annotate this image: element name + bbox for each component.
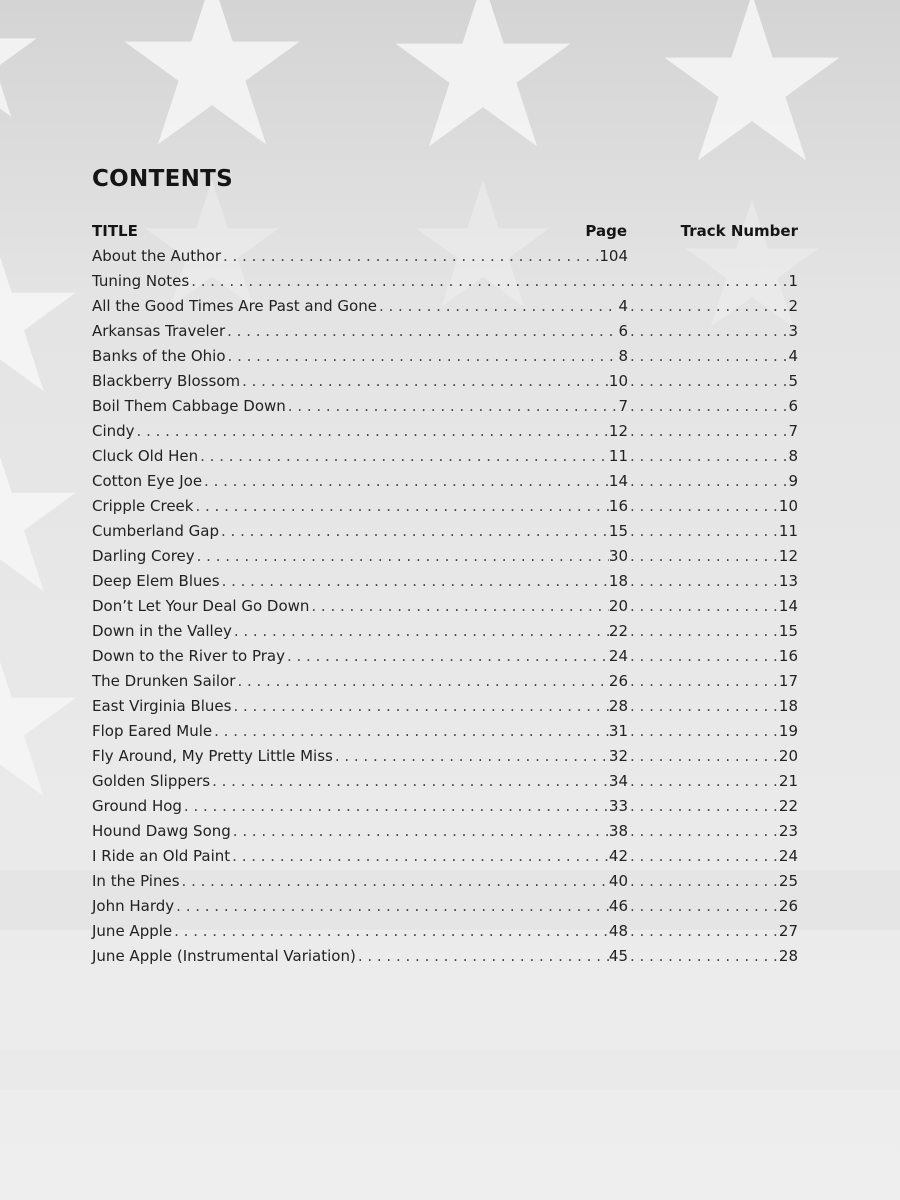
entry-track: 13 [778, 572, 798, 590]
toc-entry [92, 394, 798, 419]
toc-entry [92, 619, 798, 644]
dot-leader [628, 544, 779, 569]
toc-entry [92, 744, 798, 769]
entry-page: 24 [608, 647, 628, 665]
toc-entry [92, 494, 798, 519]
entry-title: Boil Them Cabbage Down [92, 397, 286, 415]
entry-page: 4 [618, 297, 628, 315]
entry-title: In the Pines [92, 872, 180, 890]
dot-leader [309, 594, 609, 619]
toc-entry [92, 544, 798, 569]
dot-leader [195, 544, 609, 569]
entry-page: 34 [608, 772, 628, 790]
entry-track: 21 [778, 772, 798, 790]
entry-title: Down in the Valley [92, 622, 232, 640]
dot-leader [628, 694, 779, 719]
dot-leader [628, 844, 779, 869]
entry-title: Down to the River to Pray [92, 647, 285, 665]
entry-title: East Virginia Blues [92, 697, 232, 715]
entry-track: 7 [788, 422, 798, 440]
entry-page: 14 [608, 472, 628, 490]
dot-leader [628, 369, 788, 394]
dot-leader [628, 744, 779, 769]
entry-page: 48 [608, 922, 628, 940]
toc-entry [92, 594, 798, 619]
entry-page: 12 [608, 422, 628, 440]
dot-leader [628, 519, 779, 544]
toc-entry [92, 719, 798, 744]
track-column-header: Track Number [680, 222, 798, 240]
entry-title: Golden Slippers [92, 772, 211, 790]
dot-leader [628, 469, 788, 494]
entry-title: All the Good Times Are Past and Gone [92, 297, 377, 315]
entry-track: 8 [788, 447, 798, 465]
dot-leader [210, 769, 609, 794]
entry-page: 11 [608, 447, 628, 465]
entry-title: Don’t Let Your Deal Go Down [92, 597, 310, 615]
entry-page: 8 [618, 347, 628, 365]
dot-leader [202, 469, 609, 494]
entry-track: 26 [778, 897, 798, 915]
dot-leader [628, 619, 779, 644]
toc-entry [92, 894, 798, 919]
entry-track: 2 [788, 297, 798, 315]
entry-title: June Apple [92, 922, 173, 940]
dot-leader [226, 344, 619, 369]
title-column-header: TITLE [92, 222, 138, 240]
dot-leader [230, 844, 609, 869]
entry-track: 23 [778, 822, 798, 840]
entry-page: 16 [608, 497, 628, 515]
page-column-header: Page [585, 222, 627, 240]
toc-entry [92, 769, 798, 794]
entry-track: 22 [778, 797, 798, 815]
entry-page: 32 [608, 747, 628, 765]
entry-track: 17 [778, 672, 798, 690]
dot-leader [628, 894, 779, 919]
entry-track: 19 [778, 722, 798, 740]
dot-leader [231, 819, 609, 844]
entry-page: 7 [618, 397, 628, 415]
toc-entry [92, 319, 798, 344]
dot-leader [189, 269, 628, 294]
entry-page: 38 [608, 822, 628, 840]
dot-leader [212, 719, 609, 744]
toc-entry [92, 869, 798, 894]
entry-track: 3 [788, 322, 798, 340]
entry-page: 30 [608, 547, 628, 565]
dot-leader [193, 494, 608, 519]
entry-title: I Ride an Old Paint [92, 847, 231, 865]
entry-page: 46 [608, 897, 628, 915]
dot-leader [225, 319, 618, 344]
dot-leader [232, 619, 609, 644]
toc-entry [92, 669, 798, 694]
entry-title: Darling Corey [92, 547, 195, 565]
dot-leader [219, 519, 609, 544]
entry-page: 45 [608, 947, 628, 965]
dot-leader [377, 294, 618, 319]
dot-leader [628, 719, 779, 744]
dot-leader [235, 669, 608, 694]
dot-leader [286, 394, 619, 419]
entry-track: 28 [778, 947, 798, 965]
entry-title: Cindy [92, 422, 135, 440]
entry-title: Cumberland Gap [92, 522, 220, 540]
entry-track: 20 [778, 747, 798, 765]
dot-leader [628, 319, 788, 344]
dot-leader [628, 344, 788, 369]
dot-leader [231, 694, 608, 719]
entry-track: 27 [778, 922, 798, 940]
toc-entry [92, 919, 798, 944]
entry-title: John Hardy [92, 897, 175, 915]
page-title: CONTENTS [92, 166, 233, 192]
entry-track: 14 [778, 597, 798, 615]
dot-leader [333, 744, 609, 769]
toc-entry [92, 419, 798, 444]
entry-title: Cluck Old Hen [92, 447, 199, 465]
dot-leader [628, 669, 779, 694]
dot-leader [628, 769, 779, 794]
dot-leader [221, 244, 599, 269]
dot-leader [628, 494, 779, 519]
entry-title: Fly Around, My Pretty Little Miss [92, 747, 333, 765]
dot-leader [628, 419, 788, 444]
toc-entry [92, 794, 798, 819]
dot-leader [182, 794, 609, 819]
dot-leader [628, 869, 779, 894]
entry-title: The Drunken Sailor [92, 672, 236, 690]
entry-page: 15 [608, 522, 628, 540]
entry-page: 10 [608, 372, 628, 390]
entry-page: 18 [608, 572, 628, 590]
toc-entry [92, 844, 798, 869]
entry-title: About the Author [92, 247, 222, 265]
entry-track: 6 [788, 397, 798, 415]
dot-leader [180, 869, 609, 894]
entry-page: 31 [608, 722, 628, 740]
entry-track: 4 [788, 347, 798, 365]
entry-title: Ground Hog [92, 797, 182, 815]
entry-track: 16 [778, 647, 798, 665]
toc-entry [92, 944, 798, 969]
entry-track: 15 [778, 622, 798, 640]
dot-leader [198, 444, 609, 469]
dot-leader [285, 644, 609, 669]
entry-title: Cripple Creek [92, 497, 194, 515]
entry-title: Hound Dawg Song [92, 822, 231, 840]
dot-leader [628, 944, 779, 969]
toc-entry [92, 519, 798, 544]
dot-leader [135, 419, 609, 444]
entry-title: Banks of the Ohio [92, 347, 226, 365]
entry-page: 6 [618, 322, 628, 340]
dot-leader [172, 919, 609, 944]
entry-title: Tuning Notes [92, 272, 190, 290]
dot-leader [174, 894, 609, 919]
toc-entry [92, 694, 798, 719]
entry-track: 9 [788, 472, 798, 490]
entry-track: 11 [778, 522, 798, 540]
entry-page: 28 [608, 697, 628, 715]
toc-entry [92, 244, 798, 269]
entry-track: 25 [778, 872, 798, 890]
toc-entry [92, 269, 798, 294]
toc-entry [92, 469, 798, 494]
entry-title: Deep Elem Blues [92, 572, 220, 590]
dot-leader [628, 644, 779, 669]
toc-entry [92, 569, 798, 594]
entry-title: Cotton Eye Joe [92, 472, 203, 490]
toc-list [92, 244, 798, 969]
dot-leader [628, 444, 788, 469]
dot-leader [628, 569, 779, 594]
entry-title: June Apple (Instrumental Variation) [92, 947, 356, 965]
entry-track: 18 [778, 697, 798, 715]
entry-track: 1 [788, 272, 798, 290]
dot-leader [628, 819, 779, 844]
entry-title: Arkansas Traveler [92, 322, 226, 340]
entry-title: Blackberry Blossom [92, 372, 241, 390]
toc-entry [92, 294, 798, 319]
entry-page: 33 [608, 797, 628, 815]
entry-page: 20 [608, 597, 628, 615]
dot-leader [628, 594, 779, 619]
entry-track: 10 [778, 497, 798, 515]
dot-leader [628, 794, 779, 819]
toc-entry [92, 369, 798, 394]
dot-leader [628, 294, 788, 319]
toc-entry [92, 819, 798, 844]
dot-leader [240, 369, 609, 394]
dot-leader [628, 919, 779, 944]
entry-page: 42 [608, 847, 628, 865]
dot-leader [628, 394, 788, 419]
entry-page: 26 [608, 672, 628, 690]
entry-page: 104 [599, 247, 628, 265]
toc-entry [92, 444, 798, 469]
toc-entry [92, 344, 798, 369]
entry-track: 24 [778, 847, 798, 865]
toc-entry [92, 644, 798, 669]
dot-leader [356, 944, 609, 969]
dot-leader [628, 269, 788, 294]
dot-leader [220, 569, 609, 594]
entry-track: 12 [778, 547, 798, 565]
entry-page: 40 [608, 872, 628, 890]
entry-track: 5 [788, 372, 798, 390]
entry-page: 22 [608, 622, 628, 640]
entry-title: Flop Eared Mule [92, 722, 213, 740]
